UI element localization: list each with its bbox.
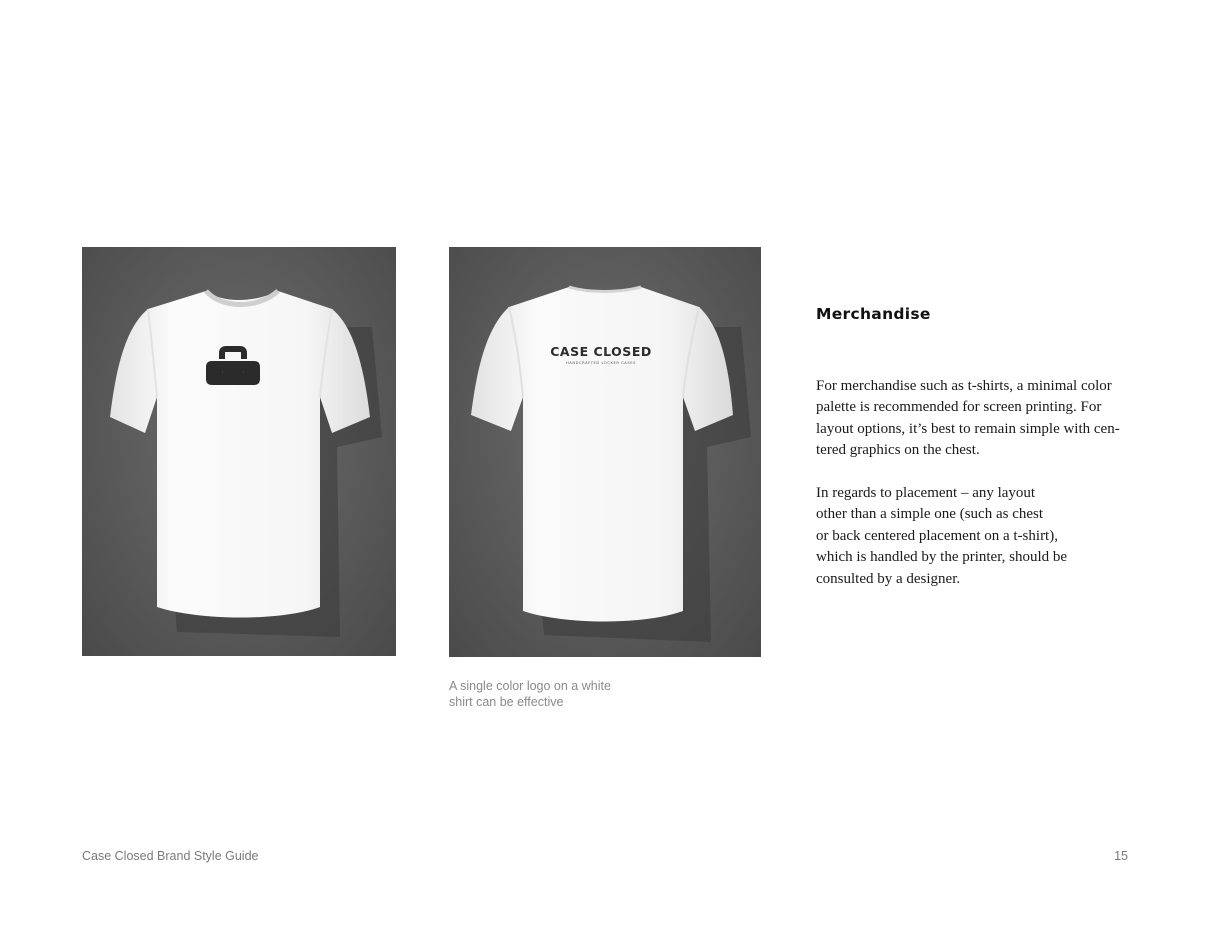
paragraph-line: palette is recommended for screen printing. For [816, 399, 1102, 416]
section-title: Merchandise [816, 305, 931, 323]
paragraph-line: other than a simple one (such as chest [816, 506, 1044, 523]
paragraph-line: In regards to placement – any layout [816, 485, 1036, 501]
body-paragraph-2 [816, 483, 1136, 590]
back-logo-wordmark: CASE CLOSED [550, 344, 652, 359]
back-logo-tagline: HANDCRAFTED LOCKER CASES [566, 361, 636, 365]
front-tshirt-illustration [82, 247, 396, 656]
paragraph-line: layout options, it’s best to remain simple with cen- [816, 420, 1120, 437]
footer-document-title: Case Closed Brand Style Guide [82, 849, 259, 863]
page-number: 15 [1114, 849, 1128, 863]
caption-line: A single color logo on a white [449, 679, 611, 693]
paragraph-line: consulted by a designer. [816, 570, 961, 587]
front-tshirt-photo [82, 247, 396, 656]
paragraph-line: For merchandise such as t-shirts, a minimal color [816, 378, 1112, 394]
image-caption [449, 678, 649, 710]
paragraph-line: or back centered placement on a t-shirt), [816, 527, 1058, 544]
body-paragraph-1 [816, 376, 1136, 462]
paragraph-line: which is handled by the printer, should be [816, 549, 1068, 566]
paragraph-line: tered graphics on the chest. [816, 442, 980, 459]
back-tshirt-photo [449, 247, 761, 657]
back-tshirt-illustration [449, 247, 761, 657]
caption-line: shirt can be effective [449, 695, 564, 709]
